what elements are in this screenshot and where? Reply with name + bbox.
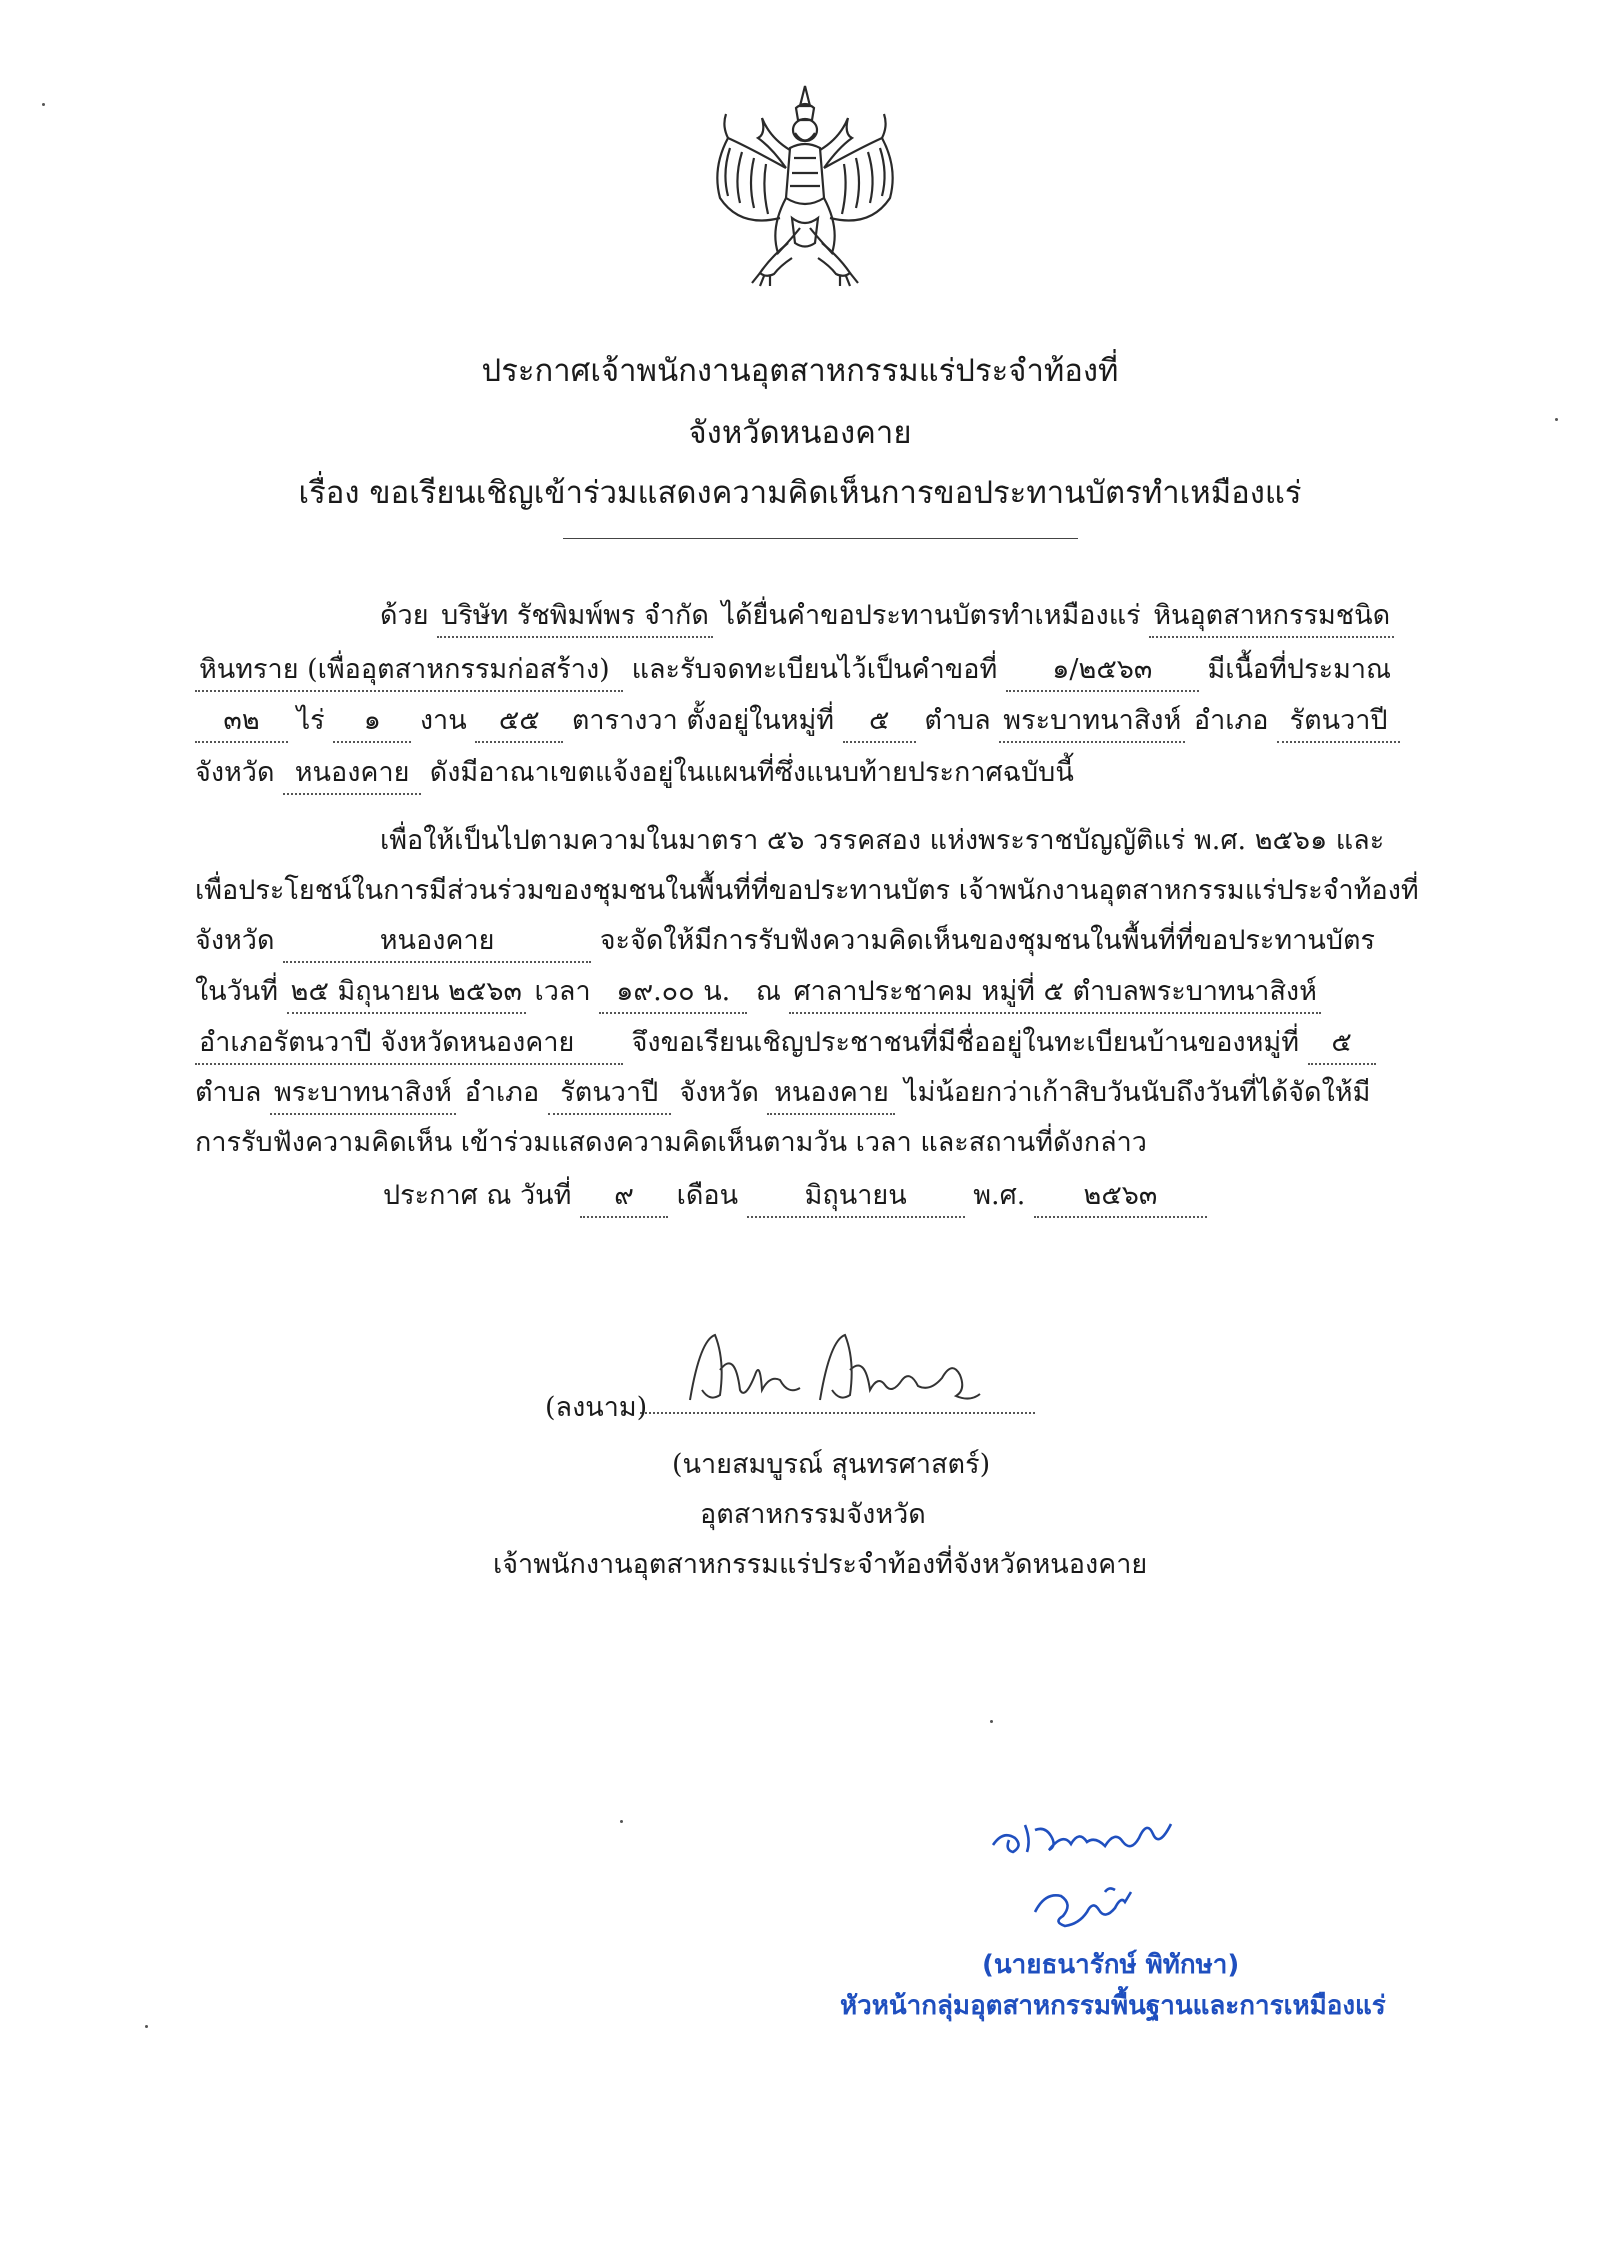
garuda-emblem <box>700 78 910 293</box>
sign-label: (ลงนาม) <box>545 1392 648 1423</box>
announce-day: ๙ <box>580 1173 668 1218</box>
invite-changwat: หนองคาย <box>767 1070 895 1115</box>
announce-year: ๒๕๖๓ <box>1034 1173 1207 1218</box>
para1-line-1: ด้วย บริษัท รัชพิมพ์พร จำกัด ได้ยื่นคำขอประทานบัตรทำเหมืองแร่ หินอุตสาหกรรมชนิด <box>380 593 1394 638</box>
para1-line-4: จังหวัด หนองคาย ดังมีอาณาเขตแจ้งอยู่ในแผนที่ซึ่งแนบท้ายประกาศฉบับนี้ <box>195 750 1074 795</box>
hearing-venue-a: ศาลาประชาคม หมู่ที่ ๕ ตำบลพระบาทนาสิงห์ <box>789 969 1320 1014</box>
area-wa: ๕๕ <box>475 698 563 743</box>
signer-title-2: เจ้าพนักงานอุตสาหกรรมแร่ประจำท้องที่จังหวัดหนองคาย <box>493 1549 1148 1580</box>
para2-line-4: ในวันที่ ๒๕ มิถุนายน ๒๕๖๓ เวลา ๑๙.๐๐ น. ณ ศาลาประชาคม หมู่ที่ ๕ ตำบลพระบาทนาสิงห์ <box>195 969 1321 1014</box>
invite-tambon: พระบาทนาสิงห์ <box>270 1070 456 1115</box>
request-number: ๑/๒๕๖๓ <box>1006 647 1199 692</box>
announce-month: มิถุนายน <box>747 1173 965 1218</box>
mineral-type-b: หินทราย (เพื่ออุตสาหกรรมก่อสร้าง) <box>195 647 623 692</box>
scan-speck <box>990 1720 993 1723</box>
hearing-venue-b: อำเภอรัตนวาปี จังหวัดหนองคาย <box>195 1020 623 1065</box>
moo-number: ๕ <box>843 698 916 743</box>
para2-line-1: เพื่อให้เป็นไปตามความในมาตรา ๕๖ วรรคสอง แห่งพระราชบัญญัติแร่ พ.ศ. ๒๕๖๑ และ <box>380 825 1385 856</box>
scan-speck <box>145 2025 148 2028</box>
subject-line: เรื่อง ขอเรียนเชิญเข้าร่วมแสดงความคิดเห็นการขอประทานบัตรทำเหมืองแร่ <box>298 475 1302 511</box>
hearing-date: ๒๕ มิถุนายน ๒๕๖๓ <box>287 969 526 1014</box>
tambon-name: พระบาทนาสิงห์ <box>999 698 1185 743</box>
hearing-province: หนองคาย <box>283 918 591 963</box>
stamp-position: หัวหน้ากลุ่มอุตสาหกรรมพื้นฐานและการเหมืองแร่ <box>840 1991 1386 2021</box>
para2-line-6: ตำบล พระบาทนาสิงห์ อำเภอ รัตนวาปี จังหวัด หนองคาย ไม่น้อยกว่าเก้าสิบวันนับถึงวันที่ได้จัดให้มี <box>195 1070 1370 1115</box>
amphoe-name: รัตนวาปี <box>1277 698 1400 743</box>
handwritten-signature <box>680 1320 1000 1420</box>
hearing-time: ๑๙.๐๐ น. <box>599 969 747 1014</box>
company-name: บริษัท รัชพิมพ์พร จำกัด <box>437 593 713 638</box>
para2-line-5: อำเภอรัตนวาปี จังหวัดหนองคาย จึงขอเรียนเชิญประชาชนที่มีชื่ออยู่ในทะเบียนบ้านของหมู่ที่ ๕ <box>195 1020 1376 1065</box>
header-divider <box>563 538 1078 539</box>
signer-name: (นายสมบูรณ์ สุนทรศาสตร์) <box>672 1449 991 1480</box>
invite-moo: ๕ <box>1308 1020 1376 1065</box>
para2-line-7: การรับฟังความคิดเห็น เข้าร่วมแสดงความคิดเห็นตามวัน เวลา และสถานที่ดังกล่าว <box>195 1127 1147 1158</box>
area-ngan: ๑ <box>333 698 411 743</box>
para1-line-2: หินทราย (เพื่ออุตสาหกรรมก่อสร้าง) และรับจดทะเบียนไว้เป็นคำขอที่ ๑/๒๕๖๓ มีเนื้อที่ประมาณ <box>195 647 1391 692</box>
title-line-1: ประกาศเจ้าพนักงานอุตสาหกรรมแร่ประจำท้องที่ <box>481 353 1119 389</box>
announce-date-line: ประกาศ ณ วันที่ ๙ เดือน มิถุนายน พ.ศ. ๒๕๖๓ <box>383 1173 1207 1218</box>
stamp-name: (นายธนารักษ์ พิทักษา) <box>982 1950 1240 1980</box>
scan-speck <box>620 1820 623 1823</box>
invite-amphoe: รัตนวาปี <box>548 1070 671 1115</box>
title-line-2: จังหวัดหนองคาย <box>688 415 912 451</box>
blue-initials-signature <box>975 1800 1235 1950</box>
scan-speck <box>1555 418 1558 421</box>
signer-title-1: อุตสาหกรรมจังหวัด <box>700 1499 926 1530</box>
mineral-type-a: หินอุตสาหกรรมชนิด <box>1149 593 1394 638</box>
para2-line-3: จังหวัด หนองคาย จะจัดให้มีการรับฟังความคิดเห็นของชุมชนในพื้นที่ที่ขอประทานบัตร <box>195 918 1375 963</box>
para1-line-3: ๓๒ ไร่ ๑ งาน ๕๕ ตารางวา ตั้งอยู่ในหมู่ที่ ๕ ตำบล พระบาทนาสิงห์ อำเภอ รัตนวาปี <box>195 698 1400 743</box>
para2-line-2: เพื่อประโยชน์ในการมีส่วนร่วมของชุมชนในพื้นที่ที่ขอประทานบัตร เจ้าพนักงานอุตสาหกรรมแร่ประจำท้องที่ <box>195 875 1419 906</box>
changwat-name: หนองคาย <box>283 750 421 795</box>
scan-speck <box>42 103 45 106</box>
area-rai: ๓๒ <box>195 698 288 743</box>
